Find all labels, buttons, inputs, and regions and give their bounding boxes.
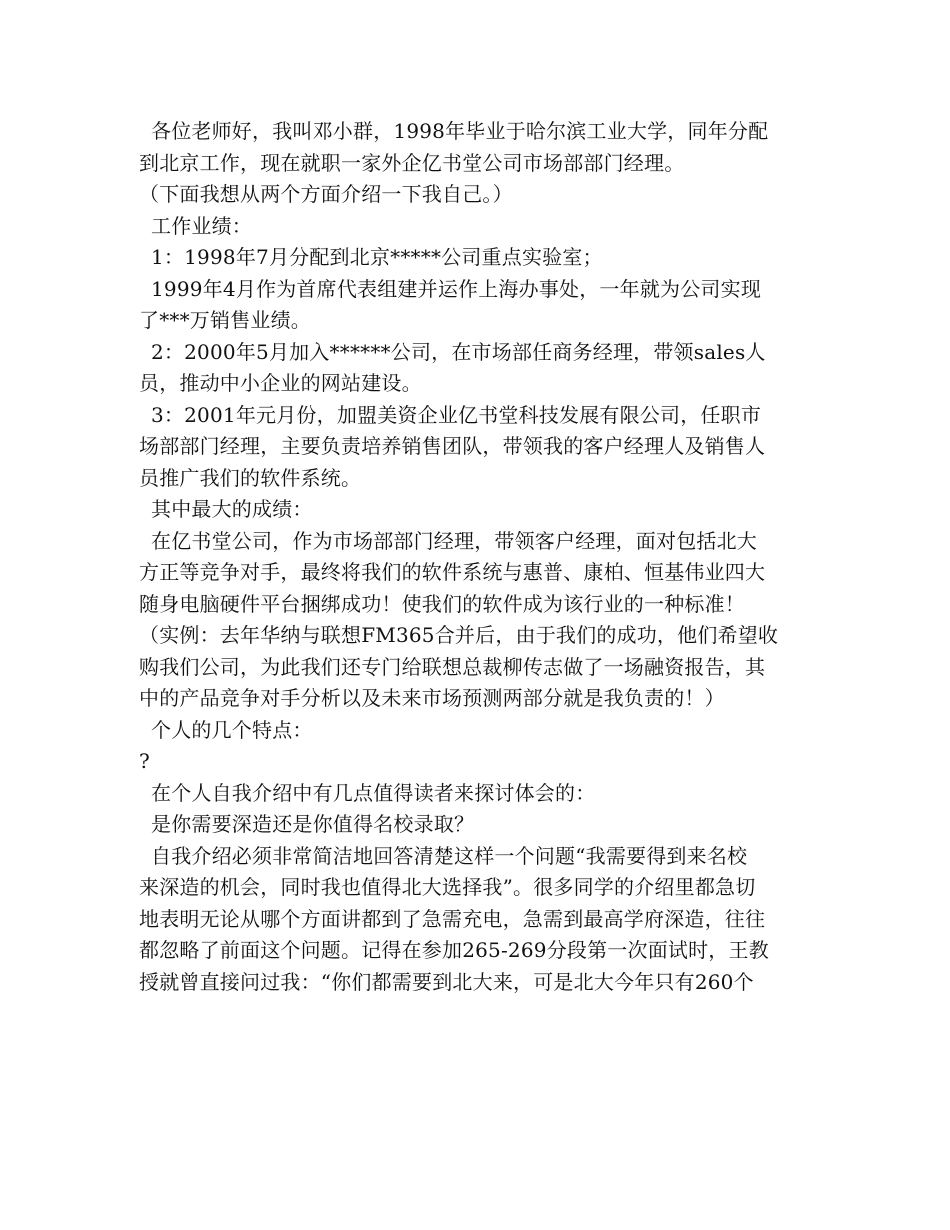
text-line: 各位老师好，我叫邓小群，1998年毕业于哈尔滨工业大学，同年分配 [151,119,769,143]
text-line: 1999年4月作为首席代表组建并运作上海办事处，一年就为公司实现 [151,276,762,301]
text-line: 员推广我们的软件系统。 [139,465,362,490]
text-line: 地表明无论从哪个方面讲都到了急需充电，急需到最高学府深造，往往 [139,906,766,931]
section-heading: 其中最大的成绩： [151,497,313,521]
section-heading: 个人的几个特点： [151,717,313,742]
text-line: 授就曾直接问过我：“你们都需要到北大来，可是北大今年只有260个 [139,969,754,994]
text-line: （实例：去年华纳与联想FM365合并后，由于我们的成功，他们希望收 [139,623,779,647]
text-line: 2：2000年5月加入******公司，在市场部任商务经理，带领sales人 [151,339,766,364]
section-heading: 工作业绩： [151,213,252,238]
text-line: 都忽略了前面这个问题。记得在参加265-269分段第一次面试时，王教 [139,938,769,962]
text-line: 中的产品竞争对手分析以及未来市场预测两部分就是我负责的！） [139,686,725,710]
text-line: 在亿书堂公司，作为市场部部门经理，带领客户经理，面对包括北大 [151,528,757,553]
text-line: 方正等竞争对手，最终将我们的软件系统与惠普、康柏、恒基伟业四大 [139,560,766,584]
text-line: 来深造的机会，同时我也值得北大选择我”。很多同学的介绍里都急切 [139,875,756,899]
text-line: 是你需要深造还是你值得名校录取？ [151,812,475,836]
text-line: 了***万销售业绩。 [139,308,311,332]
text-line: 随身电脑硬件平台捆绑成功！使我们的软件成为该行业的一种标准！ [139,591,745,616]
document-page [139,116,815,998]
text-line: 场部部门经理，主要负责培养销售团队，带领我的客户经理人及销售人 [139,434,766,458]
text-line: 1：1998年7月分配到北京*****公司重点实验室； [151,245,603,269]
text-line: 自我介绍必须非常简洁地回答清楚这样一个问题“我需要得到来名校 [151,843,748,868]
text-line: 购我们公司，为此我们还专门给联想总裁柳传志做了一场融资报告，其 [139,654,766,679]
text-line: 到北京工作，现在就职一家外企亿书堂公司市场部部门经理。 [139,150,685,175]
text-line: ? [139,749,150,773]
text-line: 在个人自我介绍中有几点值得读者来探讨体会的： [151,780,596,805]
text-line: （下面我想从两个方面介绍一下我自己。） [139,182,513,206]
text-line: 员，推动中小企业的网站建设。 [139,371,422,395]
text-line: 3：2001年元月份，加盟美资企业亿书堂科技发展有限公司，任职市 [151,402,762,427]
